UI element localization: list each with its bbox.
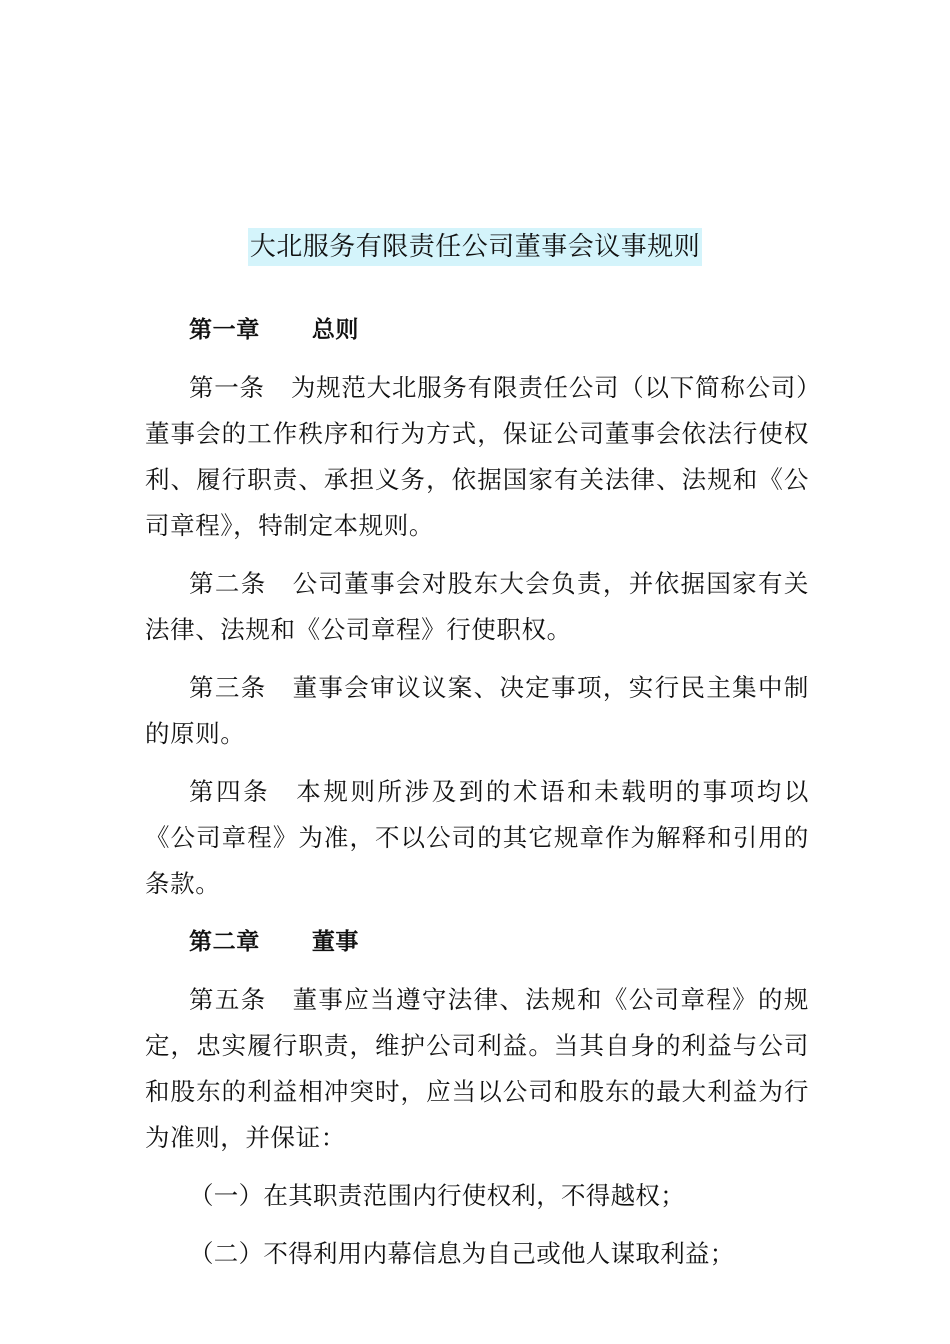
chapter-name: 总则: [311, 317, 360, 343]
article-text: 董事会审议议案、决定事项，实行民主集中制的原则。: [145, 673, 809, 748]
article-4: [145, 769, 809, 907]
article-text: 为规范大北服务有限责任公司（以下简称公司）董事会的工作秩序和行为方式，保证公司董事会依法行使权利、履行职责、承担义务，依据国家有关法律、法规和《公司章程》，特制定本规则。: [145, 373, 809, 540]
article-number: 第五条: [189, 985, 267, 1014]
article-text: 本规则所涉及到的术语和未载明的事项均以《公司章程》为准，不以公司的其它规章作为解释和引用的条款。: [145, 777, 809, 898]
document-body: [145, 307, 809, 1289]
article-1: [145, 365, 809, 549]
title-container: [0, 228, 950, 266]
chapter-name: 董事: [311, 929, 360, 955]
article-number: 第二条: [189, 569, 267, 598]
list-item: （二）不得利用内幕信息为自己或他人谋取利益；: [189, 1239, 735, 1268]
article-text: 董事应当遵守法律、法规和《公司章程》的规定，忠实履行职责，维护公司利益。当其自身的利益与公司和股东的利益相冲突时，应当以公司和股东的最大利益为行为准则，并保证：: [145, 985, 809, 1152]
article-5: [145, 977, 809, 1161]
article-text: 公司董事会对股东大会负责，并依据国家有关法律、法规和《公司章程》行使职权。: [145, 569, 809, 644]
article-number: 第四条: [189, 777, 271, 806]
chapter-number: 第一章: [189, 317, 260, 343]
chapter-heading-2: [145, 919, 809, 965]
document-title: 大北服务有限责任公司董事会议事规则: [248, 228, 703, 266]
article-number: 第三条: [189, 673, 267, 702]
article-3: [145, 665, 809, 757]
chapter-heading-1: [145, 307, 809, 353]
list-item: （一）在其职责范围内行使权利，不得越权；: [189, 1181, 685, 1210]
article-number: 第一条: [189, 373, 265, 402]
chapter-number: 第二章: [189, 929, 260, 955]
article-2: [145, 561, 809, 653]
